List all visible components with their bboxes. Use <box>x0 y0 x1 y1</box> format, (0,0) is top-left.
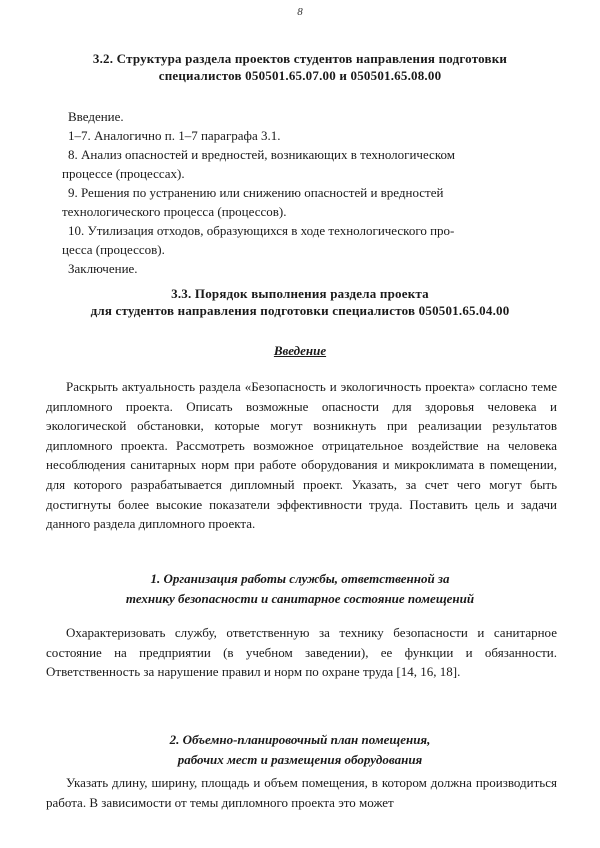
list-item: 10. Утилизация отходов, образующихся в ходе технологического про- <box>68 223 455 238</box>
page-number: 8 <box>297 6 303 18</box>
org-heading-line2: технику безопасности и санитарное состояние помещений <box>125 591 475 606</box>
plan-heading-line2: рабочих мест и размещения оборудования <box>177 752 423 767</box>
org-paragraph: Охарактеризовать службу, ответственную за технику безопасности и санитарное состояние на предприятии (в учебном заведении), ее функции и обязанности. Ответственность за нарушение правил и норм по охране труда [14, 16, 18]. <box>46 625 557 680</box>
list-item-continuation: технологического процесса (процессов). <box>62 204 287 219</box>
section-3-3-title <box>0 285 600 319</box>
section-3-2-title-line2: специалистов 050501.65.07.00 и 050501.65.08.00 <box>158 68 442 83</box>
plan-heading-line1: 2. Объемно-планировочный план помещения, <box>169 732 431 747</box>
section-3-3-title-line2: для студентов направления подготовки специалистов 050501.65.04.00 <box>90 303 510 318</box>
section-3-2-structure-list <box>62 107 562 278</box>
section-3-2-title-line1: 3.2. Структура раздела проектов студентов направления подготовки <box>92 51 508 66</box>
intro-heading: Введение <box>273 343 327 358</box>
section-3-2-title <box>0 50 600 84</box>
intro-paragraph: Раскрыть актуальность раздела «Безопасность и экологичность проекта» согласно теме дипломного проекта. Описать возможные опасности для здоровья человека и экологической обстановки, которые могут возникнуть при реализации результатов дипломного проекта. Рассмотреть возможное отрицательное воздействие на человека несоблюдения санитарных норм при работе оборудования и микроклимата в помещении, для которого разрабатывается дипломный проект. Указать, за счет чего могут быть достигнуты более высокие показатели эффективности труда. Поставить цель и задачи данного раздела дипломного проекта. <box>46 379 557 532</box>
list-item: Введение. <box>68 109 124 124</box>
plan-paragraph: Указать длину, ширину, площадь и объем помещения, в котором должна производиться работа. В зависимости от темы дипломного проекта это может <box>46 775 557 810</box>
plan-heading <box>0 730 600 770</box>
list-item: 1–7. Аналогично п. 1–7 параграфа 3.1. <box>68 128 281 143</box>
list-item-continuation: цесса (процессов). <box>62 242 165 257</box>
list-item: 8. Анализ опасностей и вредностей, возникающих в технологическом <box>68 147 455 162</box>
org-heading-line1: 1. Организация работы службы, ответственной за <box>150 571 450 586</box>
section-3-3-title-line1: 3.3. Порядок выполнения раздела проекта <box>171 286 429 301</box>
list-item: 9. Решения по устранению или снижению опасностей и вредностей <box>68 185 444 200</box>
org-heading <box>0 569 600 609</box>
list-item: Заключение. <box>68 261 138 276</box>
list-item-continuation: процессе (процессах). <box>62 166 185 181</box>
